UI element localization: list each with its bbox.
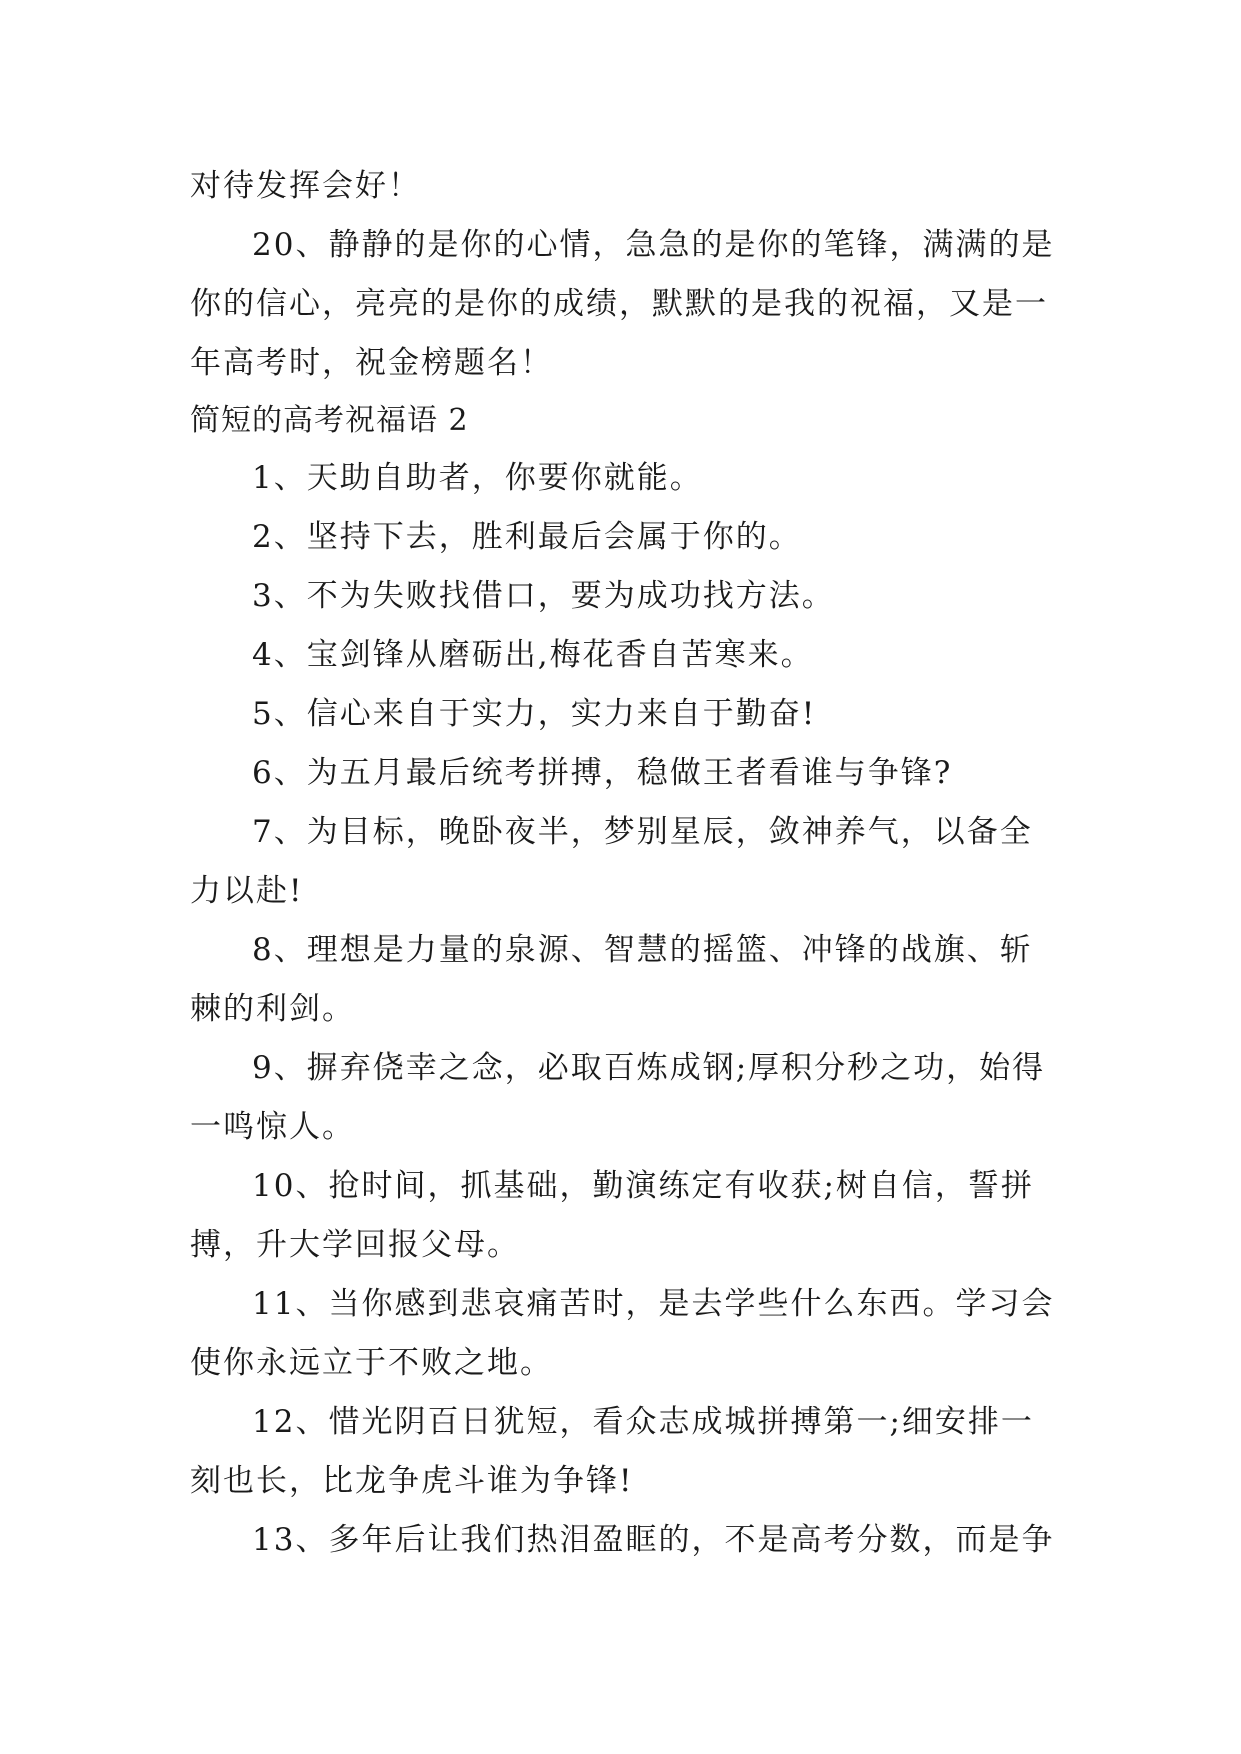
list-item-continuation: 刻也长，比龙争虎斗谁为争锋! [190,1463,634,1499]
list-item: 6、为五月最后统考拼搏，稳做王者看谁与争锋? [252,755,953,791]
list-item-continuation: 一鸣惊人。 [190,1109,355,1145]
paragraph-line: 年高考时，祝金榜题名！ [190,345,553,381]
list-item: 3、不为失败找借口，要为成功找方法。 [252,578,835,614]
list-item-continuation: 棘的利剑。 [190,991,355,1027]
list-item: 4、宝剑锋从磨砺出,梅花香自苦寒来。 [252,637,814,673]
paragraph-line: 对待发挥会好！ [190,168,421,204]
list-item: 7、为目标，晚卧夜半，梦别星辰，敛神养气，以备全 [252,814,1033,850]
list-item: 9、摒弃侥幸之念，必取百炼成钢;厚积分秒之功，始得 [252,1050,1046,1086]
list-item: 5、信心来自于实力，实力来自于勤奋! [252,696,817,732]
list-item: 2、坚持下去，胜利最后会属于你的。 [252,519,802,555]
list-item-continuation: 搏，升大学回报父母。 [190,1227,520,1263]
paragraph-line: 你的信心，亮亮的是你的成绩，默默的是我的祝福，又是一 [190,286,1048,322]
section-title: 简短的高考祝福语 2 [190,403,469,438]
list-item-continuation: 力以赴! [190,873,304,909]
list-item: 1、天助自助者，你要你就能。 [252,460,703,496]
paragraph-line: 20、静静的是你的心情，急急的是你的笔锋，满满的是 [252,227,1055,263]
list-item: 10、抢时间，抓基础，勤演练定有收获;树自信，誓拼 [252,1168,1034,1204]
list-item: 12、惜光阴百日犹短，看众志成城拼搏第一;细安排一 [252,1404,1034,1440]
list-item: 13、多年后让我们热泪盈眶的，不是高考分数，而是争 [252,1522,1055,1558]
list-item: 8、理想是力量的泉源、智慧的摇篮、冲锋的战旗、斩 [252,932,1033,968]
document-page [190,157,1055,1570]
list-item: 11、当你感到悲哀痛苦时，是去学些什么东西。学习会 [252,1286,1055,1322]
list-item-continuation: 使你永远立于不败之地。 [190,1345,553,1381]
